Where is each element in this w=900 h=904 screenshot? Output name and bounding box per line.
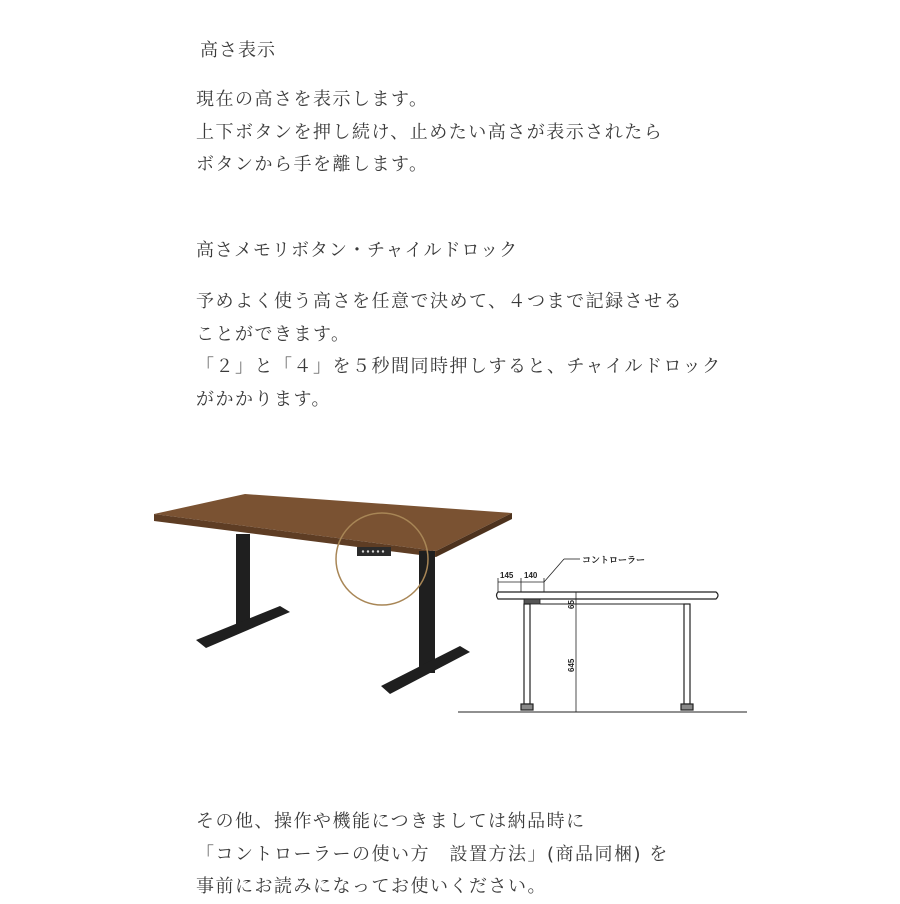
controller-label: コントローラー bbox=[582, 555, 646, 565]
desk-illustration bbox=[150, 490, 750, 720]
dimension-label-65: 65 bbox=[567, 600, 576, 609]
dimension-label-140: 140 bbox=[524, 571, 538, 580]
footer-note bbox=[196, 806, 669, 904]
memory-line-1: 予めよく使う高さを任意で決めて、４つまで記録させる bbox=[196, 291, 684, 312]
height-display-line-2: 上下ボタンを押し続け、止めたい高さが表示されたら bbox=[196, 121, 664, 143]
dimension-label-645: 645 bbox=[567, 658, 576, 672]
drawing-leg-right bbox=[684, 604, 690, 704]
height-display-description bbox=[196, 84, 663, 182]
memory-childlock-description bbox=[196, 286, 722, 416]
dimension-label-145: 145 bbox=[500, 571, 514, 580]
memory-line-3: 「２」と「４」を５秒間同時押しすると、チャイルドロック bbox=[196, 356, 722, 377]
footer-line-3: 事前にお読みになってお使いください。 bbox=[196, 876, 547, 897]
height-display-line-1: 現在の高さを表示します。 bbox=[196, 89, 429, 110]
memory-line-2: ことができます。 bbox=[196, 323, 351, 345]
drawing-tabletop bbox=[497, 592, 719, 599]
drawing-foot-right bbox=[681, 704, 693, 710]
height-display-line-3: ボタンから手を離します。 bbox=[196, 154, 429, 175]
desk-photo bbox=[154, 494, 512, 694]
drawing-controller bbox=[524, 599, 540, 604]
drawing-foot-left bbox=[521, 704, 533, 710]
footer-line-2: 「コントローラーの使い方 設置方法」(商品同梱) を bbox=[196, 843, 669, 865]
footer-line-1: その他、操作や機能につきましては納品時に bbox=[196, 811, 586, 832]
drawing-leg-left bbox=[524, 604, 530, 704]
height-display-title: 高さ表示 bbox=[200, 40, 276, 61]
desk-leg-left bbox=[236, 534, 250, 629]
memory-childlock-title: 高さメモリボタン・チャイルドロック bbox=[196, 240, 519, 261]
controller-leader-line bbox=[544, 559, 564, 582]
memory-line-4: がかかります。 bbox=[196, 388, 332, 410]
dimension-drawing bbox=[458, 559, 747, 712]
